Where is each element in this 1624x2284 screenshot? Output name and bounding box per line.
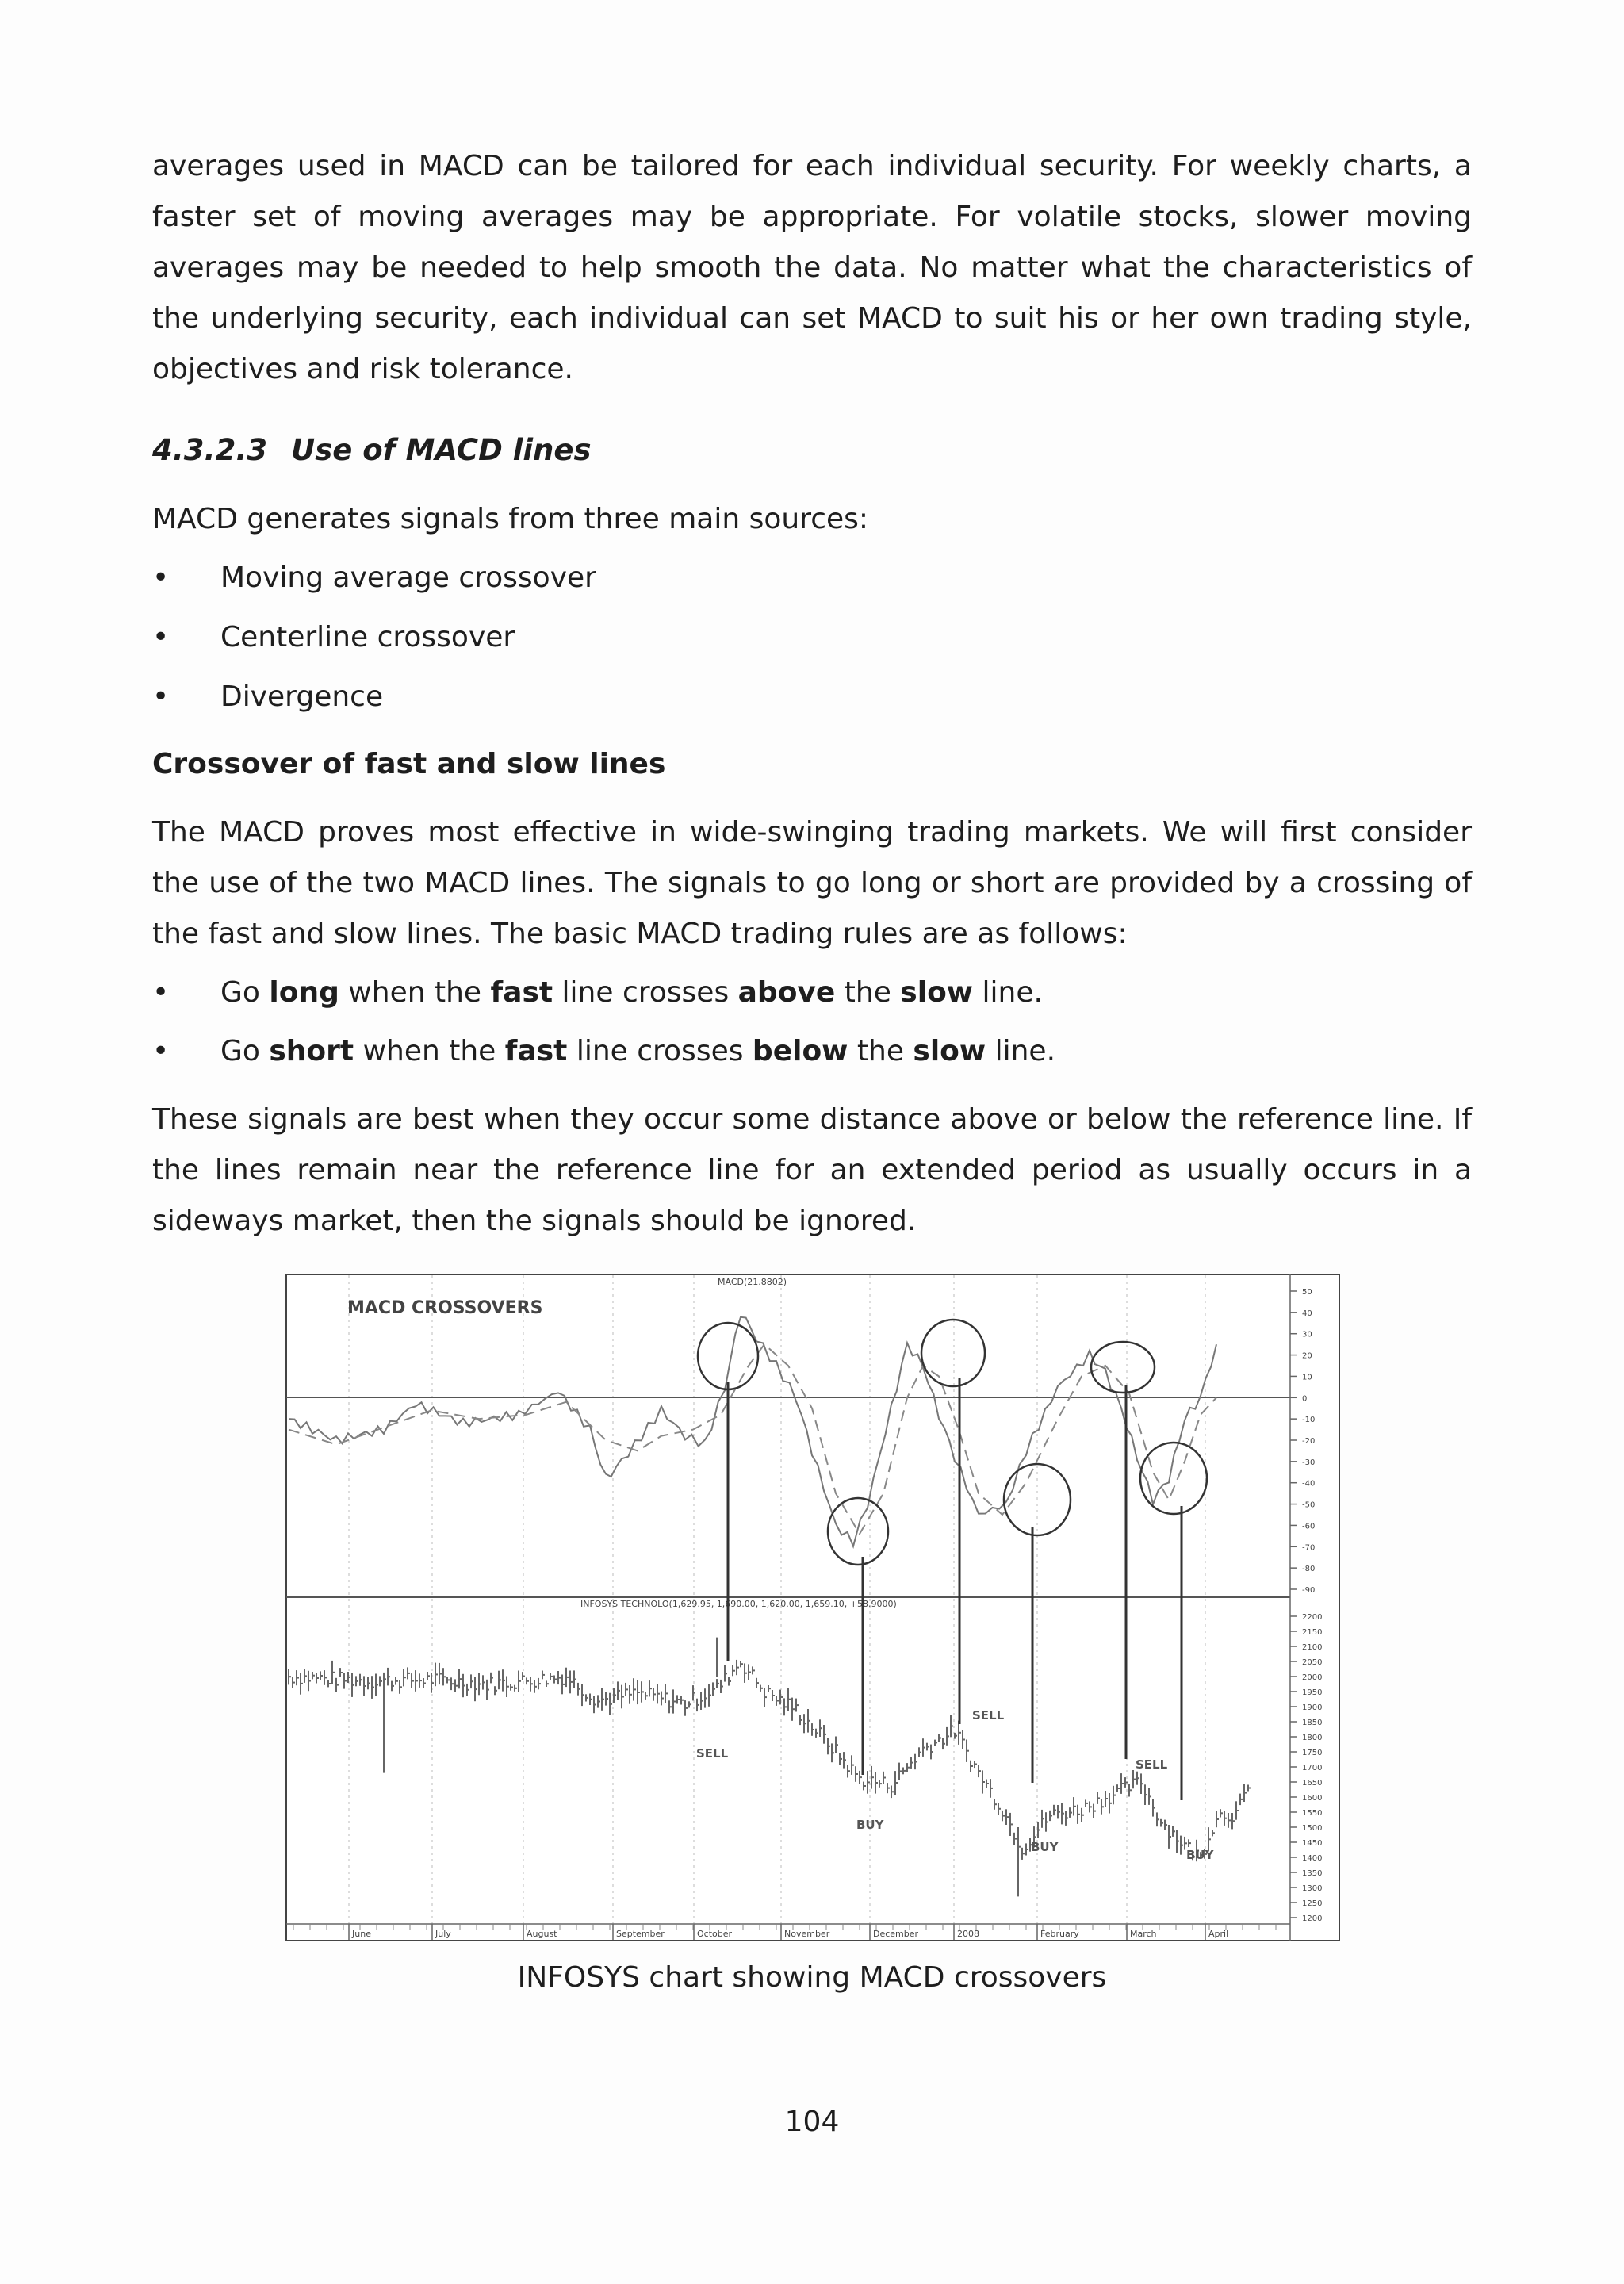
price-tick-label: 1550 (1302, 1809, 1323, 1818)
price-tick-label: 1350 (1302, 1869, 1323, 1878)
signal-label: BUY (1031, 1840, 1059, 1854)
macd-tick-label: -70 (1302, 1543, 1316, 1553)
section-number: 4.3.2.3 (152, 433, 268, 467)
month-label: October (697, 1929, 733, 1939)
price-tick-label: 1800 (1302, 1734, 1323, 1742)
bullet-icon: • (152, 621, 170, 653)
price-tick-label: 1250 (1302, 1899, 1323, 1908)
list-item-text: Centerline crossover (220, 621, 515, 653)
price-tick-label: 1400 (1302, 1854, 1323, 1863)
page-number: 104 (784, 2106, 840, 2138)
macd-tick-label: 40 (1302, 1309, 1312, 1318)
month-label: April (1208, 1929, 1229, 1939)
month-label: February (1040, 1929, 1079, 1939)
month-label: March (1130, 1929, 1157, 1939)
list-item-text: Divergence (220, 680, 384, 713)
price-tick-label: 1750 (1302, 1749, 1323, 1757)
price-tick-label: 2000 (1302, 1673, 1323, 1682)
bullet-icon: • (152, 561, 170, 594)
bullet-icon: • (152, 1035, 170, 1067)
price-tick-label: 2200 (1302, 1613, 1323, 1622)
macd-chart-figure (285, 1274, 1340, 1941)
month-label: August (527, 1929, 557, 1939)
sources-intro: MACD generates signals from three main sources: (152, 503, 869, 535)
macd-tick-label: -50 (1302, 1500, 1316, 1510)
macd-tick-label: -60 (1302, 1522, 1316, 1531)
price-tick-label: 1500 (1302, 1824, 1323, 1833)
month-label: 2008 (957, 1929, 979, 1939)
list-item-text: Moving average crossover (220, 561, 596, 594)
price-tick-label: 2050 (1302, 1658, 1323, 1667)
price-tick-label: 1650 (1302, 1779, 1323, 1788)
chart-title: MACD CROSSOVERS (347, 1298, 543, 1318)
macd-tick-label: 0 (1302, 1394, 1308, 1404)
bullet-icon: • (152, 976, 170, 1009)
price-tick-label: 1200 (1302, 1914, 1323, 1923)
intro-paragraph: averages used in MACD can be tailored for each individual security. For weekly charts, a faster set of moving averages may be appropriate. For volatile stocks, slower moving averages may be needed to help smooth the data. No matter what the characteristics of the underlying security, each individual can set MACD to suit his or her own trading style, objectives and risk tolerance. (152, 150, 1472, 385)
rules-paragraph: The MACD proves most effective in wide-swinging trading markets. We will first consider the use of the two MACD lines. The signals to go long or short are provided by a crossing of the fast and slow lines. The basic MACD trading rules are as follows: (152, 816, 1472, 950)
section-heading (152, 431, 592, 469)
macd-tick-label: -10 (1302, 1416, 1316, 1425)
price-tick-label: 1900 (1302, 1703, 1323, 1712)
price-tick-label: 1700 (1302, 1764, 1323, 1772)
signal-label: BUY (856, 1818, 884, 1832)
signal-label: SELL (1136, 1757, 1168, 1772)
macd-tick-label: -80 (1302, 1565, 1316, 1574)
section-title: Use of MACD lines (291, 433, 592, 467)
price-tick-label: 2150 (1302, 1628, 1323, 1637)
price-tick-label: 1950 (1302, 1688, 1323, 1697)
figure-caption: INFOSYS chart showing MACD crossovers (517, 1961, 1107, 1994)
signal-label: SELL (972, 1708, 1005, 1723)
signal-label: BUY (1186, 1848, 1214, 1862)
price-tick-label: 2100 (1302, 1643, 1323, 1652)
price-tick-label: 1300 (1302, 1884, 1323, 1893)
macd-tick-label: -30 (1302, 1458, 1316, 1467)
macd-header: MACD(21.8802) (718, 1277, 787, 1287)
subheading: Crossover of fast and slow lines (152, 748, 666, 780)
macd-tick-label: 20 (1302, 1351, 1312, 1361)
macd-tick-label: -20 (1302, 1437, 1316, 1446)
signal-label: SELL (696, 1746, 729, 1761)
macd-tick-label: 10 (1302, 1373, 1312, 1382)
bullet-icon: • (152, 680, 170, 713)
rule-text: Go long when the fast line crosses above the slow line. (220, 976, 1043, 1009)
macd-chart (285, 1274, 1340, 1941)
price-header: INFOSYS TECHNOLO(1,629.95, 1,690.00, 1,620.00, 1,659.10, +58.9000) (580, 1599, 897, 1609)
month-label: September (616, 1929, 665, 1939)
macd-tick-label: -90 (1302, 1586, 1316, 1595)
price-tick-label: 1850 (1302, 1719, 1323, 1727)
month-label: November (784, 1929, 830, 1939)
macd-tick-label: 30 (1302, 1330, 1312, 1339)
price-tick-label: 1450 (1302, 1839, 1323, 1848)
closing-paragraph: These signals are best when they occur some distance above or below the reference line. If the lines remain near the reference line for an extended period as usually occurs in a sideways market, then the signals should be ignored. (152, 1103, 1472, 1237)
month-label: June (352, 1929, 371, 1939)
macd-tick-label: 50 (1302, 1288, 1312, 1297)
month-label: December (873, 1929, 919, 1939)
macd-tick-label: -40 (1302, 1479, 1316, 1489)
price-tick-label: 1600 (1302, 1794, 1323, 1803)
month-label: July (435, 1929, 451, 1939)
rule-text: Go short when the fast line crosses below the slow line. (220, 1035, 1056, 1067)
